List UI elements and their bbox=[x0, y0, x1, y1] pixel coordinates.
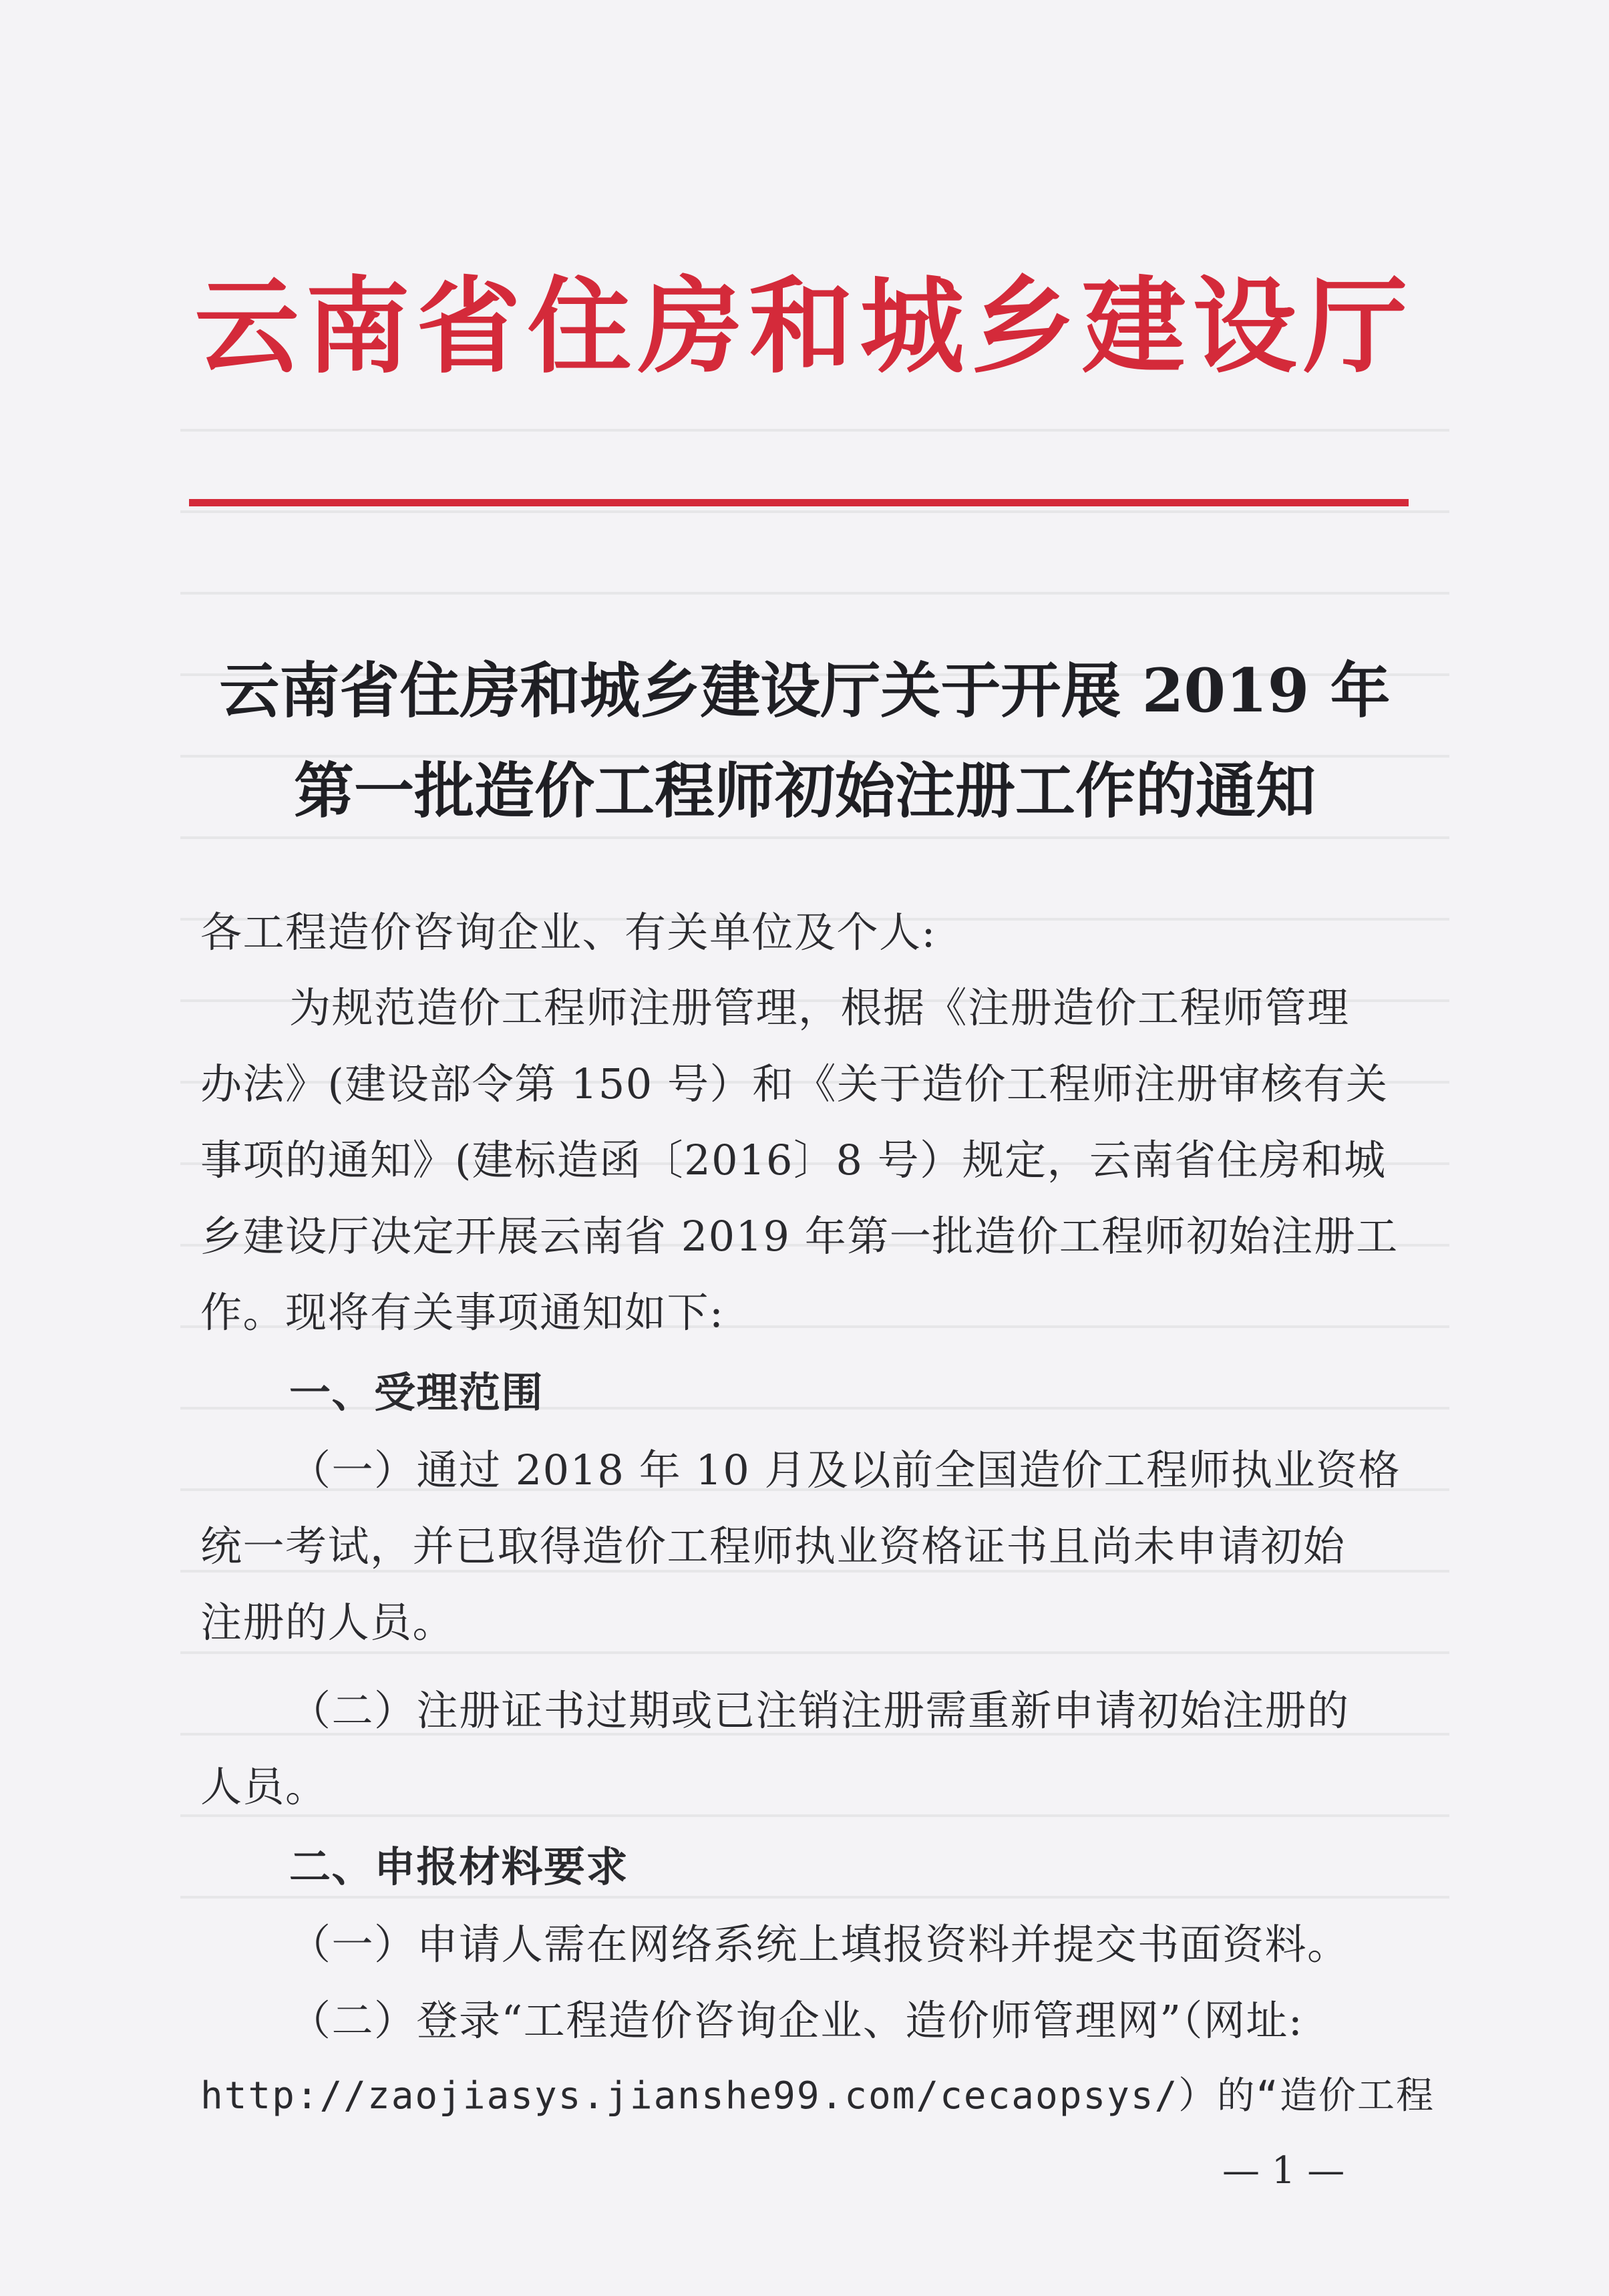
body-line: 注册的人员。 bbox=[200, 1598, 456, 1647]
section-heading-2: 二、申报材料要求 bbox=[289, 1842, 629, 1891]
body-line: （一）申请人需在网络系统上填报资料并提交书面资料。 bbox=[289, 1920, 1350, 1969]
section-heading-1: 一、受理范围 bbox=[289, 1368, 544, 1417]
body-line: 为规范造价工程师注册管理，根据《注册造价工程师管理 bbox=[289, 983, 1350, 1032]
body-line: 办法》(建设部令第 150 号）和《关于造价工程师注册审核有关 bbox=[200, 1059, 1389, 1108]
body-line: （二）登录“工程造价咨询企业、造价师管理网”（网址: bbox=[289, 1996, 1304, 2045]
body-line: （二）注册证书过期或已注销注册需重新申请初始注册的 bbox=[289, 1686, 1350, 1735]
salutation: 各工程造价咨询企业、有关单位及个人: bbox=[200, 908, 936, 957]
page-number: — 1 — bbox=[1222, 2149, 1345, 2192]
body-line: （一）通过 2018 年 10 月及以前全国造价工程师执业资格 bbox=[289, 1446, 1401, 1494]
document-title-line-1: 云南省住房和城乡建设厅关于开展 2019 年 bbox=[219, 655, 1391, 726]
body-line: 人员。 bbox=[200, 1762, 328, 1811]
body-line: 乡建设厅决定开展云南省 2019 年第一批造价工程师初始注册工 bbox=[200, 1212, 1399, 1261]
document-title-line-2: 第一批造价工程师初始注册工作的通知 bbox=[294, 756, 1316, 826]
body-line-url: http://zaojiasys.jianshe99.com/cecaopsys/）的“造价工程 bbox=[200, 2074, 1435, 2118]
body-line: 统一考试，并已取得造价工程师执业资格证书且尚未申请初始 bbox=[200, 1522, 1346, 1571]
body-line: 作。现将有关事项通知如下: bbox=[200, 1288, 725, 1337]
letterhead: 云南省住房和城乡建设厅 bbox=[194, 265, 1415, 387]
letterhead-red-rule bbox=[189, 499, 1409, 506]
body-line: 事项的通知》(建标造函〔2016〕8 号）规定，云南省住房和城 bbox=[200, 1136, 1387, 1184]
